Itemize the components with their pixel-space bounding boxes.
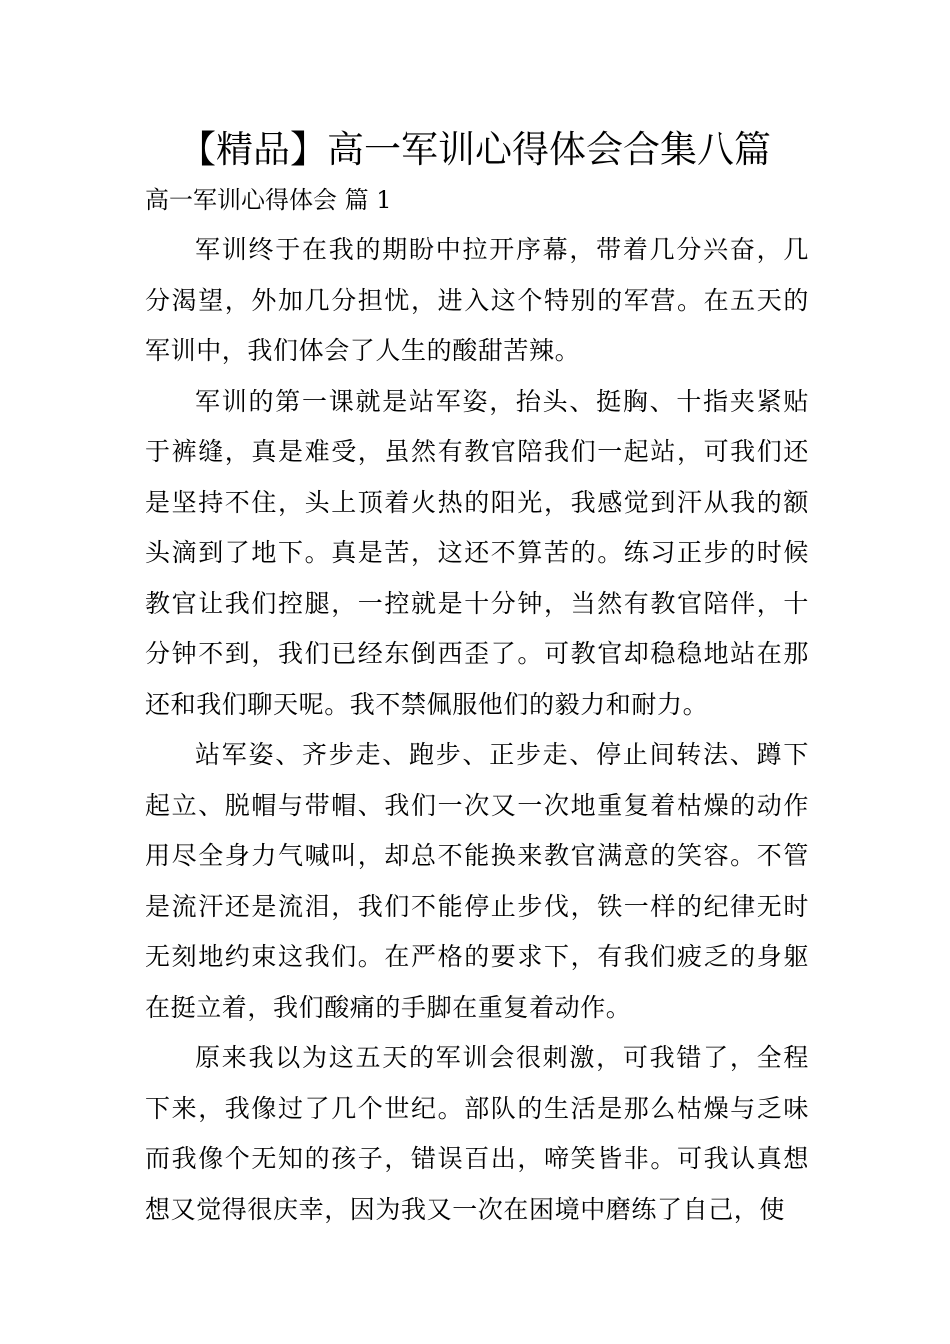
paragraph-2: 军训的第一课就是站军姿，抬头、挺胸、十指夹紧贴于裤缝，真是难受，虽然有教官陪我们一起站，可我们还是坚持不住，头上顶着火热的阳光，我感觉到汗从我的额头滴到了地下。真是苦，这还不算苦的。练习正步的时候教官让我们控腿，一控就是十分钟，当然有教官陪伴，十分钟不到，我们已经东倒西歪了。可教官却稳稳地站在那还和我们聊天呢。我不禁佩服他们的毅力和耐力。 [145,386,809,719]
document-body [145,225,809,1235]
paragraph-1: 军训终于在我的期盼中拉开序幕，带着几分兴奋，几分渴望，外加几分担忧，进入这个特别的军营。在五天的军训中，我们体会了人生的酸甜苦辣。 [145,235,809,365]
section-heading: 高一军训心得体会 篇 1 [145,186,392,214]
paragraph-4: 原来我以为这五天的军训会很刺激，可我错了，全程下来，我像过了几个世纪。部队的生活是那么枯燥与乏味而我像个无知的孩子，错误百出，啼笑皆非。可我认真想想又觉得很庆幸，因为我又一次在困境中磨练了自己，使 [145,1043,809,1224]
paragraph-3: 站军姿、齐步走、跑步、正步走、停止间转法、蹲下起立、脱帽与带帽、我们一次又一次地重复着枯燥的动作用尽全身力气喊叫，却总不能换来教官满意的笑容。不管是流汗还是流泪，我们不能停止步伐，铁一样的纪律无时无刻地约束这我们。在严格的要求下，有我们疲乏的身躯在挺立着，我们酸痛的手脚在重复着动作。 [145,740,809,1022]
document-title: 【精品】高一军训心得体会合集八篇 [179,128,771,171]
